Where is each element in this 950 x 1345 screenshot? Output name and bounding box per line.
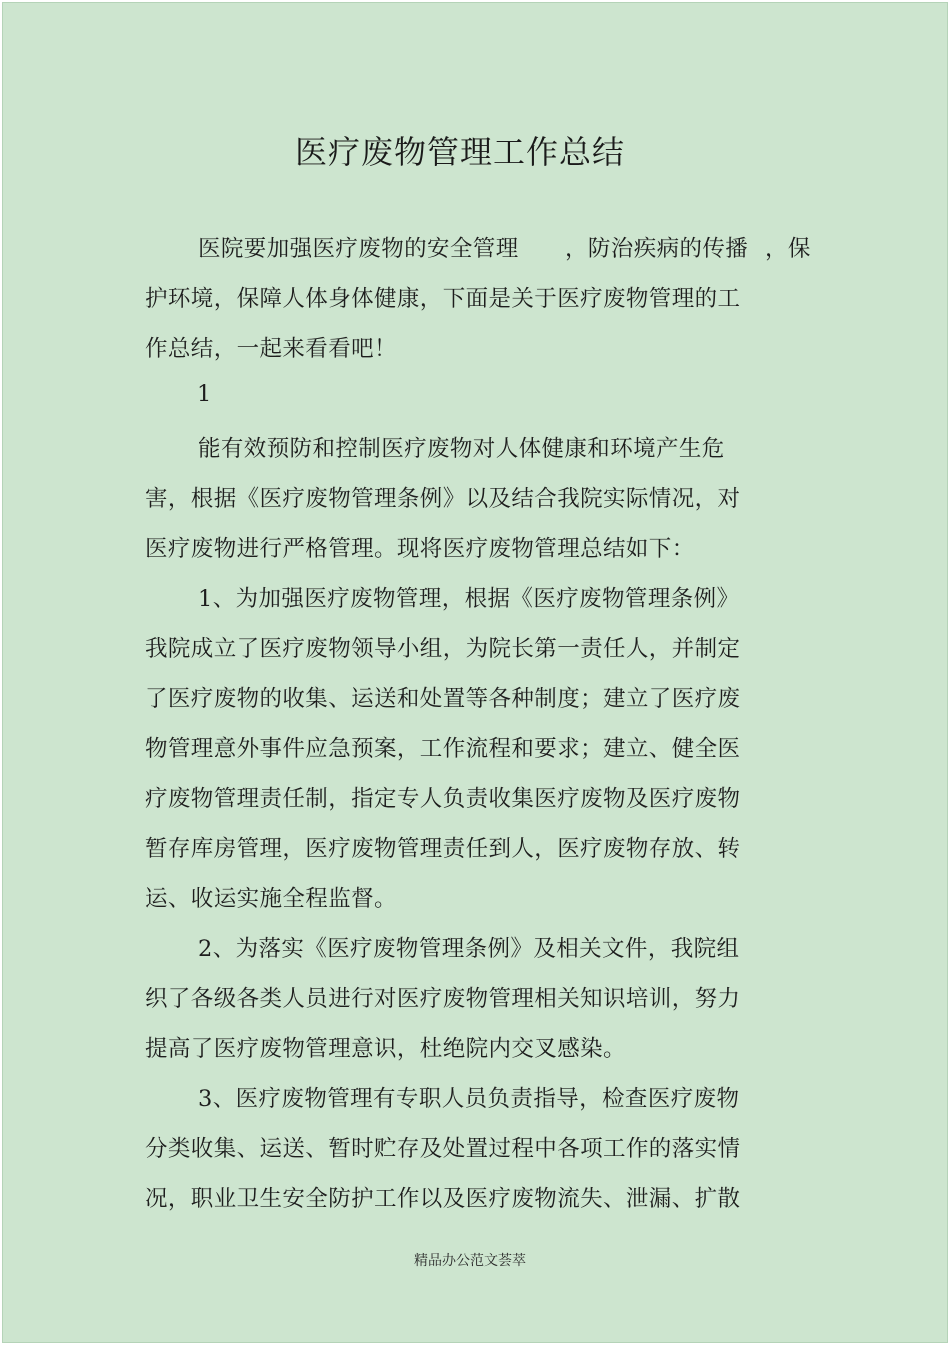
body-line: 提高了医疗废物管理意识，杜绝院内交叉感染。 [145, 1036, 626, 1062]
body-line: 护环境，保障人体身体健康，下面是关于医疗废物管理的工 [145, 286, 741, 312]
body-line: 暂存库房管理，医疗废物管理责任到人，医疗废物存放、转 [145, 836, 741, 862]
body-line: 了医疗废物的收集、运送和处置等各种制度；建立了医疗废 [145, 686, 741, 712]
body-line: 织了各级各类人员进行对医疗废物管理相关知识培训，努力 [145, 986, 741, 1012]
body-line: 运、收运实施全程监督。 [145, 886, 397, 912]
page-footer: 精品办公范文荟萃 [414, 1253, 526, 1269]
body-line: 我院成立了医疗废物领导小组，为院长第一责任人，并制定 [145, 636, 741, 662]
body-line: 能有效预防和控制医疗废物对人体健康和环境产生危 [198, 436, 725, 462]
body-line: ，保 [765, 236, 811, 262]
body-line: 害，根据《医疗废物管理条例》以及结合我院实际情况，对 [145, 486, 741, 512]
section-number: 1 [197, 381, 212, 407]
body-line: 疗废物管理责任制，指定专人负责收集医疗废物及医疗废物 [145, 786, 741, 812]
body-line: 医院要加强医疗废物的安全管理 [198, 236, 519, 262]
body-line: 作总结，一起来看看吧！ [145, 336, 397, 362]
body-line: 1、为加强医疗废物管理，根据《医疗废物管理条例》 [198, 586, 740, 612]
body-line: 医疗废物进行严格管理。现将医疗废物管理总结如下： [145, 536, 695, 562]
body-line: 物管理意外事件应急预案，工作流程和要求；建立、健全医 [145, 736, 741, 762]
body-line: 3、医疗废物管理有专职人员负责指导，检查医疗废物 [198, 1086, 740, 1112]
document-title: 医疗废物管理工作总结 [294, 133, 625, 171]
body-line: 2、为落实《医疗废物管理条例》及相关文件，我院组 [198, 936, 740, 962]
document-page [2, 2, 948, 1343]
body-line: 况，职业卫生安全防护工作以及医疗废物流失、泄漏、扩散 [145, 1186, 741, 1212]
body-line: 分类收集、运送、暂时贮存及处置过程中各项工作的落实情 [145, 1136, 741, 1162]
body-line: ，防治疾病的传播 [565, 236, 749, 262]
